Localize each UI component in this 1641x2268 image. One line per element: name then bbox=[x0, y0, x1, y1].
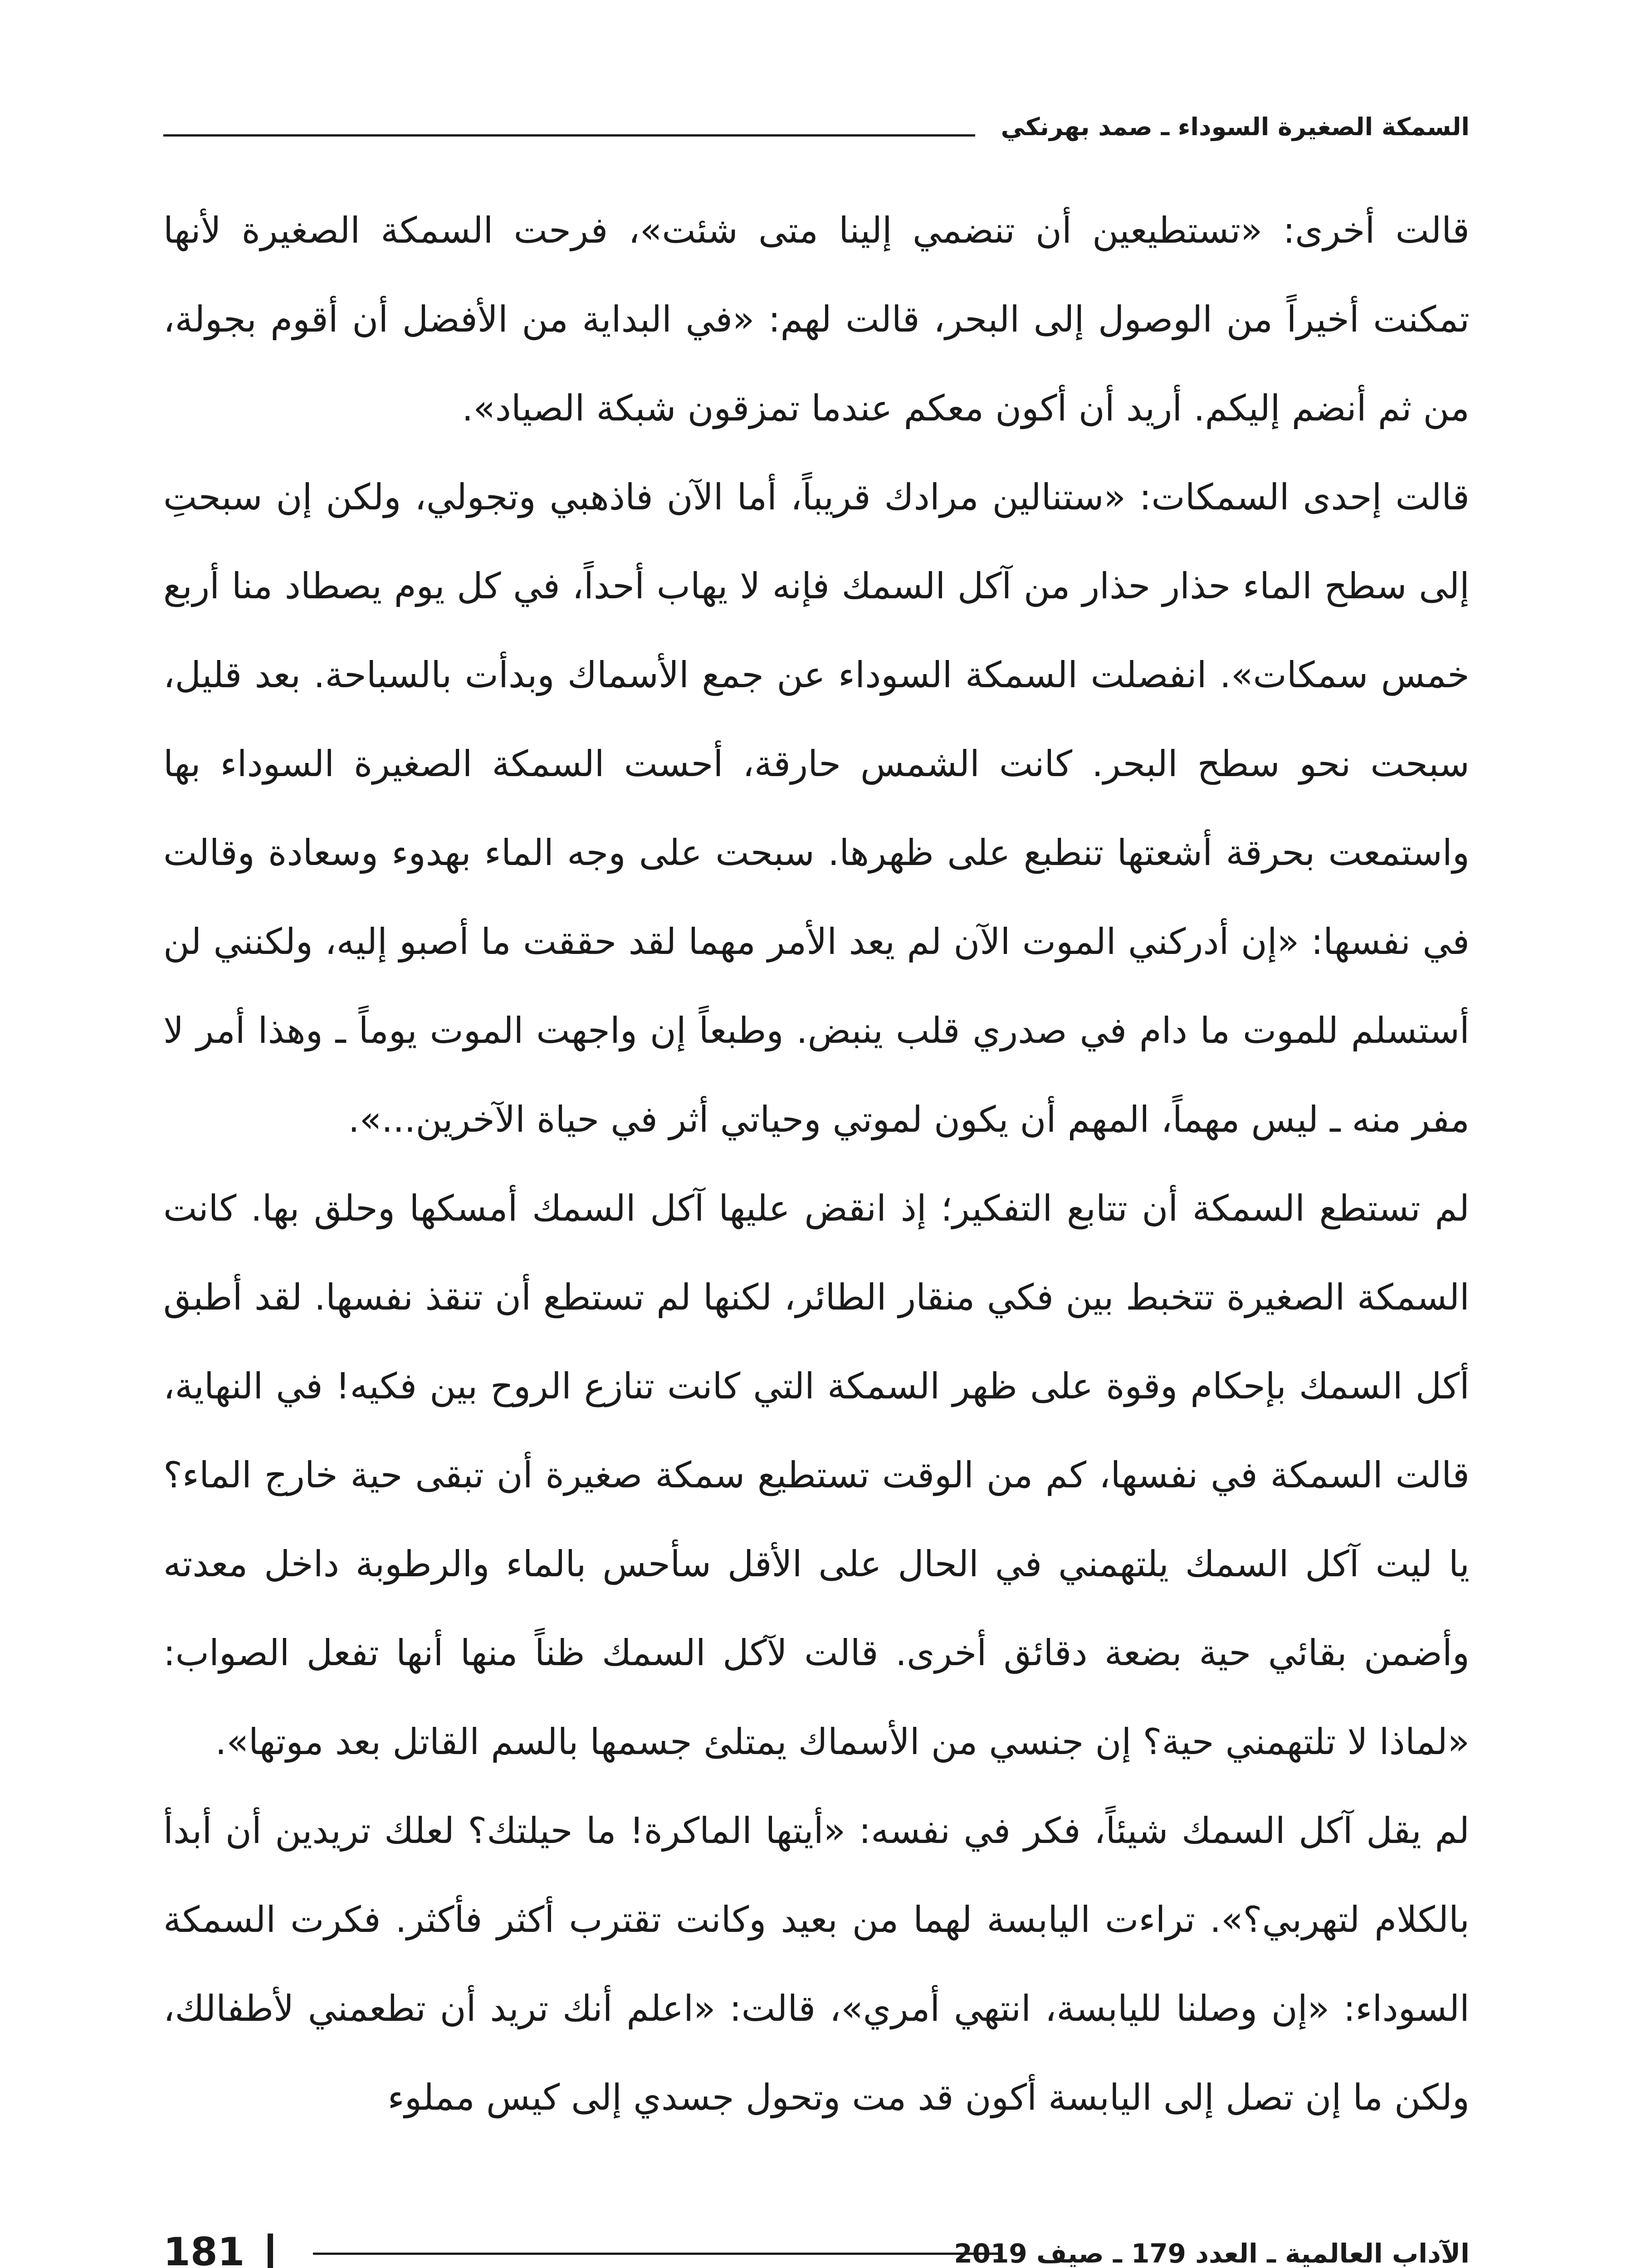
paragraph: لم تستطع السمكة أن تتابع التفكير؛ إذ انقض عليها آكل السمك أمسكها وحلق بها. كانت السمكة الصغيرة تتخبط بين فكي منقار الطائر، لكنها لم تستطع أن تنقذ نفسها. لقد أطبق أكل السمك بإحكام وقوة على ظهر السمكة التي كانت تنازع الروح بين فكيه! في النهاية، قالت السمكة في نفسها، كم من الوقت تستطيع سمكة صغيرة أن تبقى حية خارج الماء؟ يا ليت آكل السمك يلتهمني في الحال على الأقل سأحس بالماء والرطوبة داخل معدته وأضمن بقائي حية بضعة دقائق أخرى. قالت لآكل السمك ظناً منها أنها تفعل الصواب: «لماذا لا تلتهمني حية؟ إن جنسي من الأسماك يمتلئ جسمها بالسم القاتل بعد موتها». bbox=[163, 1188, 1470, 1763]
footer-rule bbox=[313, 2253, 1002, 2255]
article-body bbox=[163, 186, 1470, 2142]
paragraph: قالت أخرى: «تستطيعين أن تنضمي إلينا متى شئت»، فرحت السمكة الصغيرة لأنها تمكنت أخيراً من الوصول إلى البحر، قالت لهم: «في البداية من الأفضل أن أقوم بجولة، من ثم أنضم إليكم. أريد أن أكون معكم عندما تمزقون شبكة الصياد». bbox=[163, 210, 1470, 429]
page-footer bbox=[163, 2227, 1470, 2268]
paragraph: لم يقل آكل السمك شيئاً، فكر في نفسه: «أيتها الماكرة! ما حيلتك؟ لعلك تريدين أن أبدأ بالكلام لتهربي؟». تراءت اليابسة لهما من بعيد وكانت تقترب أكثر فأكثر. فكرت السمكة السوداء: «إن وصلنا لليابسة، انتهي أمري»، قالت: «اعلم أنك تريد أن تطعمني لأطفالك، ولكن ما إن تصل إلى اليابسة أكون قد مت وتحول جسدي إلى كيس مملوء bbox=[163, 1810, 1470, 2118]
running-header-title: السمكة الصغيرة السوداء ـ صمد بهرنكي bbox=[1001, 112, 1470, 141]
page-number: 181 bbox=[163, 2229, 245, 2268]
journal-info: الآداب العالمية ـ العدد 179 ـ صيف 2019 bbox=[954, 2238, 1470, 2268]
page-number-separator bbox=[268, 2234, 273, 2268]
paragraph: قالت إحدى السمكات: «ستنالين مرادك قريباً، أما الآن فاذهبي وتجولي، ولكن إن سبحتِ إلى سطح الماء حذار حذار من آكل السمك فإنه لا يهاب أحداً، في كل يوم يصطاد منا أربع خمس سمكات». انفصلت السمكة السوداء عن جمع الأسماك وبدأت بالسباحة. بعد قليل، سبحت نحو سطح البحر. كانت الشمس حارقة، أحست السمكة الصغيرة السوداء بها واستمعت بحرقة أشعتها تنطبع على ظهرها. سبحت على وجه الماء بهدوء وسعادة وقالت في نفسها: «إن أدركني الموت الآن لم يعد الأمر مهما لقد حققت ما أصبو إليه، ولكنني لن أستسلم للموت ما دام في صدري قلب ينبض. وطبعاً إن واجهت الموت يوماً ـ وهذا أمر لا مفر منه ـ ليس مهماً، المهم أن يكون لموتي وحياتي أثر في حياة الآخرين...». bbox=[163, 476, 1470, 1140]
header-rule bbox=[163, 134, 975, 137]
running-header bbox=[163, 109, 1470, 150]
